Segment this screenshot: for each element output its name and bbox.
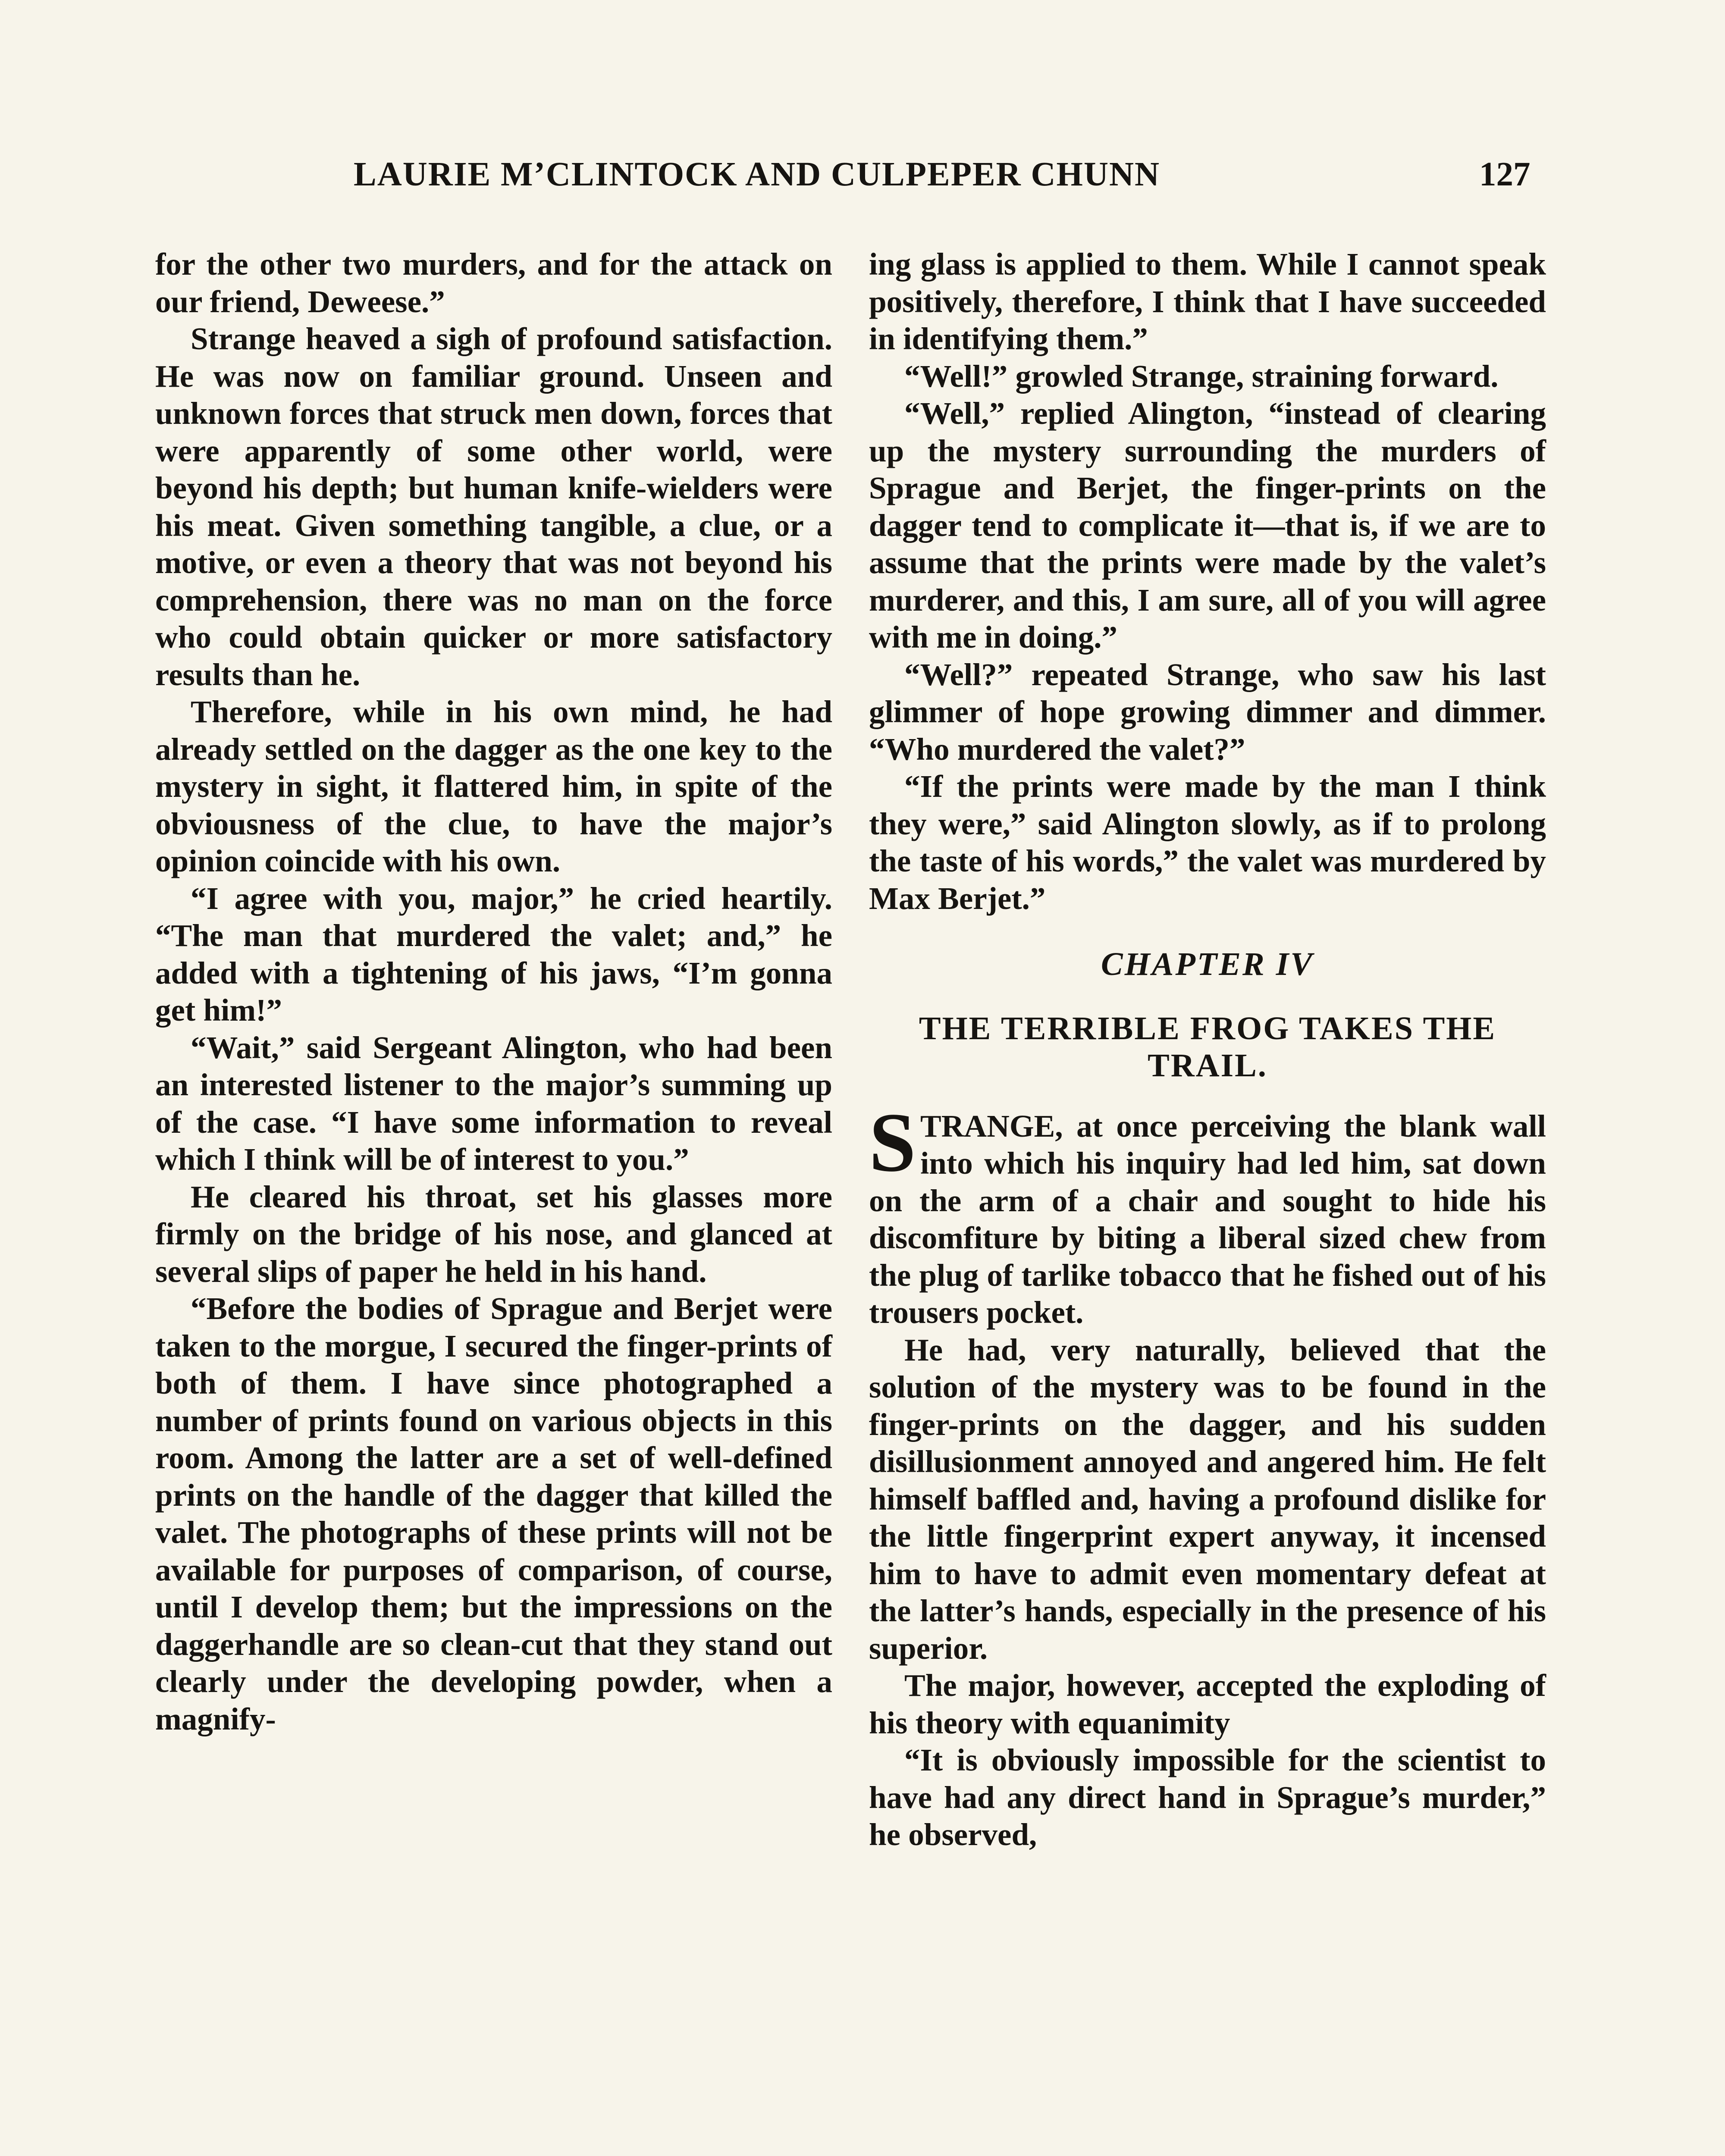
paragraph: “Before the bodies of Sprague and Berjet were taken to the morgue, I secured the finger-prints of both of them. I have since photographed a number of prints found on various objects in this room. Among the latter are a set of well-defined prints on the handle of the dagger that killed the valet. The photographs of these prints will not be available for purposes of comparison, of course, until I develop them; but the impressions on the daggerhandle are so clean-cut that they stand out clearly under the developing powder, when a magnify- xyxy=(155,1291,832,1736)
paragraph: He had, very naturally, believed that the solution of the mystery was to be found in the finger-prints on the dagger, and his sudden disillusionment annoyed and angered him. He felt himself baffled and, having a profound dislike for the little fingerprint expert anyway, it incensed him to have to admit even momentary defeat at the latter’s hands, especially in the presence of his superior. xyxy=(869,1332,1546,1666)
chapter-title: THE TERRIBLE FROG TAKES THE TRAIL. xyxy=(919,1010,1496,1084)
running-head: LAURIE M’CLINTOCK AND CULPEPER CHUNN xyxy=(354,156,1160,193)
chapter-opening-paragraph xyxy=(869,1095,1546,1332)
paragraph: “Well,” replied Alington, “instead of clearing up the mystery surrounding the murders of Sprague and Berjet, the finger-prints on the dagger tend to complicate it—that is, if we are to assume that the prints were made by the valet’s murderer, and this, I am sure, all of you will agree with me in doing.” xyxy=(869,396,1546,655)
page-number: 127 xyxy=(1479,156,1531,193)
paragraph: for the other two murders, and for the attack on our friend, Deweese.” xyxy=(155,247,832,319)
paragraph: “Well!” growled Strange, straining forward. xyxy=(904,358,1499,394)
drop-cap: S xyxy=(869,1095,916,1189)
paragraph: Therefore, while in his own mind, he had already settled on the dagger as the one key to the mystery in sight, it flattered him, in spite of the obviousness of the clue, to have the major’s opinion coincide with his own. xyxy=(155,694,832,878)
paragraph: “Well?” repeated Strange, who saw his last glimmer of hope growing dimmer and dimmer. “Who murdered the valet?” xyxy=(869,657,1546,767)
paragraph: The major, however, accepted the exploding of his theory with equanimity xyxy=(869,1668,1546,1740)
paragraph: He cleared his throat, set his glasses more firmly on the bridge of his nose, and glanced at several slips of paper he held in his hand. xyxy=(155,1179,832,1289)
chapter-number: CHAPTER IV xyxy=(1101,946,1314,982)
paragraph: Strange heaved a sigh of profound satisfaction. He was now on familiar ground. Unseen and unknown forces that struck men down, forces that were apparently of some other world, were beyond his depth; but human knife-wielders were his meat. Given something tangible, a clue, or a motive, or even a theory that was not beyond his comprehension, there was no man on the force who could obtain quicker or more satisfactory results than he. xyxy=(155,321,832,692)
paragraph: “It is obviously impossible for the scientist to have had any direct hand in Sprague’s murder,” he observed, xyxy=(869,1742,1546,1852)
paragraph: “Wait,” said Sergeant Alington, who had been an interested listener to the major’s summing up of the case. “I have some information to reveal which I think will be of interest to you.” xyxy=(155,1030,832,1177)
opening-text: TRANGE, at once perceiving the blank wall into which his inquiry had led him, sat down on the arm of a chair and sought to hide his discomfiture by biting a liberal sized chew from the plug of tarlike tobacco that he fished out of his trousers pocket. xyxy=(869,1108,1546,1330)
paragraph: “If the prints were made by the man I think they were,” said Alington slowly, as if to prolong the taste of his words,” the valet was murdered by Max Berjet.” xyxy=(869,769,1546,916)
paragraph: “I agree with you, major,” he cried heartily. “The man that murdered the valet; and,” he added with a tightening of his jaws, “I’m gonna get him!” xyxy=(155,881,832,1028)
left-column xyxy=(155,246,832,1738)
right-column xyxy=(869,246,1546,1854)
paragraph: ing glass is applied to them. While I cannot speak positively, therefore, I think that I have succeeded in identifying them.” xyxy=(869,247,1546,356)
